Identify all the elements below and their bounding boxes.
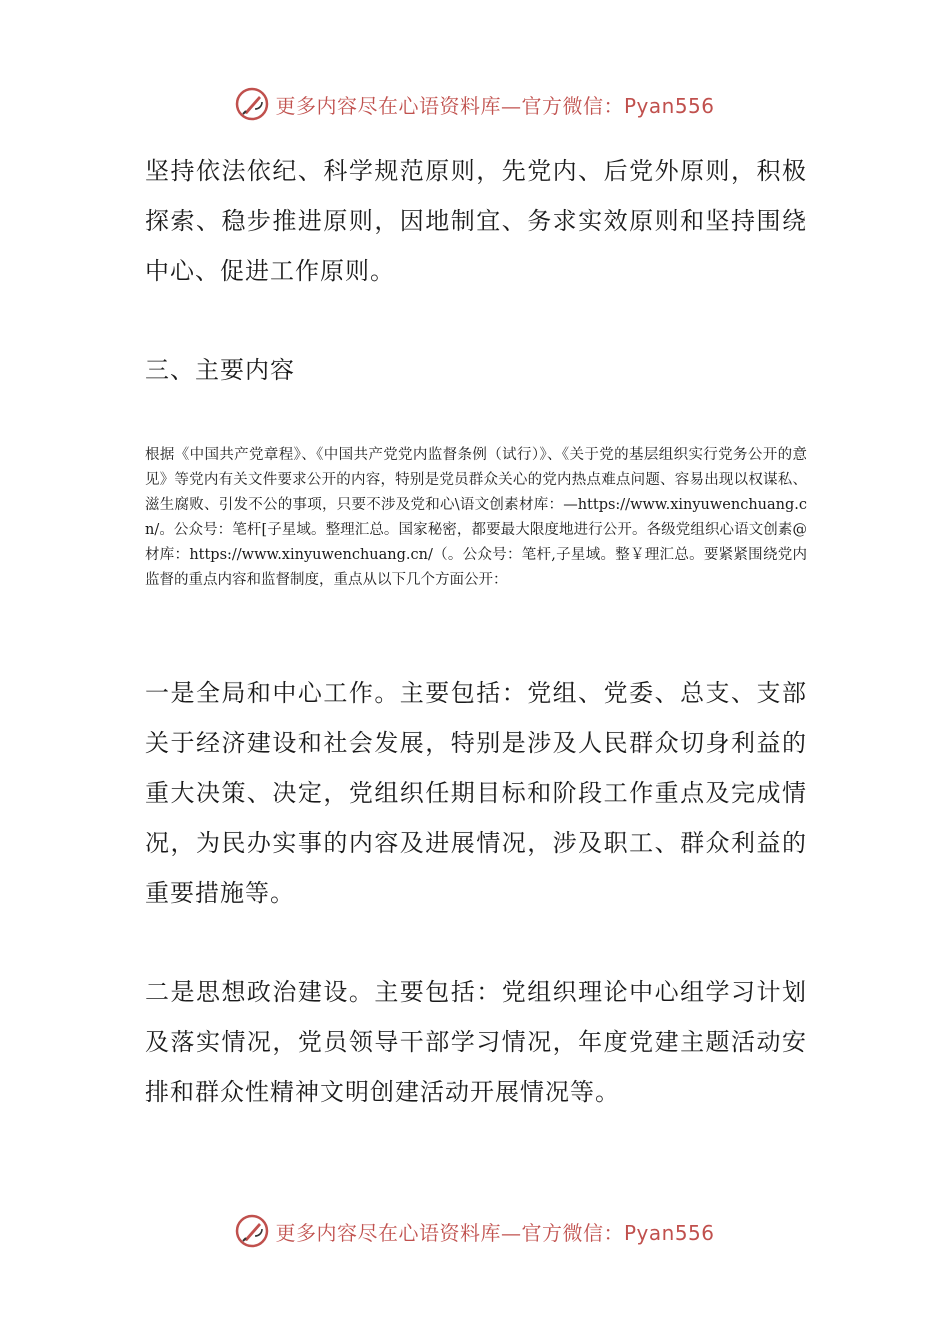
footer-wechat-id: Pyan556 <box>623 1220 715 1245</box>
basis-paragraph: 根据《中国共产党章程》、《中国共产党党内监督条例（试行）》、《关于党的基层组织实行党务公开的意见》等党内有关文件要求公开的内容，特别是党员群众关心的党内热点难点问题、容易出现以权谋私、滋生腐败、引发不公的事项，只要不涉及党和心\语文创素材库：—https://www.xinyuwenchuang.cn/。公众号：笔杆[子星域。整理汇总。国家秘密，都要最大限度地进行公开。各级党组织心语文创素@材库：https://www.xinyuwenchuang.cn/（。公众号：笔杆,子星域。整￥理汇总。要紧紧围绕党内监督的重点内容和监督制度，重点从以下几个方面公开： <box>145 447 807 588</box>
item-two-paragraph: 二是思想政治建设。主要包括：党组织理论中心组学习计划及落实情况，党员领导干部学习情况，年度党建主题活动安排和群众性精神文明创建活动开展情况等。 <box>145 978 807 1106</box>
principles-paragraph: 坚持依法依纪、科学规范原则，先党内、后党外原则，积极探索、稳步推进原则，因地制宜、务求实效原则和坚持围绕中心、促进工作原则。 <box>145 157 807 285</box>
quill-pen-logo-icon <box>235 1214 269 1248</box>
section-heading-main-content: 三、主要内容 <box>145 356 295 384</box>
header-banner <box>0 84 950 124</box>
footer-banner <box>0 1211 950 1251</box>
header-banner-text: 更多内容尽在心语资料库—官方微信： <box>275 93 624 118</box>
quill-pen-logo-icon <box>235 87 269 121</box>
footer-banner-text: 更多内容尽在心语资料库—官方微信： <box>275 1220 624 1245</box>
item-one-paragraph: 一是全局和中心工作。主要包括：党组、党委、总支、支部关于经济建设和社会发展，特别是涉及人民群众切身利益的重大决策、决定，党组织任期目标和阶段工作重点及完成情况，为民办实事的内容及进展情况，涉及职工、群众利益的重要措施等。 <box>145 679 807 907</box>
header-wechat-id: Pyan556 <box>623 93 715 118</box>
